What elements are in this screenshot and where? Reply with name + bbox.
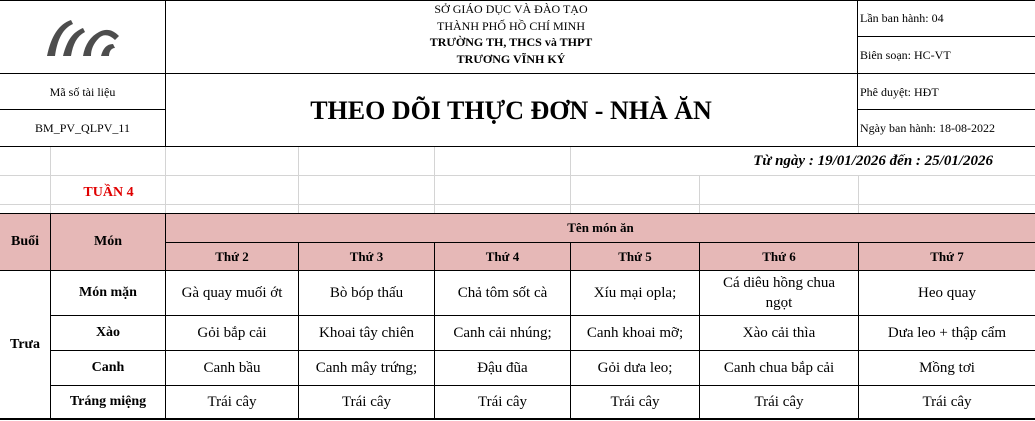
menu-cell: Xào cải thìa xyxy=(742,324,816,341)
day-header-tue: Thứ 3 xyxy=(349,248,384,264)
session-lunch: Trưa xyxy=(10,336,40,352)
day-header-wed: Thứ 4 xyxy=(485,248,520,264)
menu-cell: Gỏi bắp cải xyxy=(197,324,267,341)
menu-cell: Gà quay muối ớt xyxy=(181,284,283,301)
dish-type-main: Món mặn xyxy=(79,285,137,300)
menu-cell: Khoai tây chiên xyxy=(319,324,414,341)
gridline xyxy=(699,175,700,214)
menu-cell: Canh bầu xyxy=(203,359,261,376)
col-dish-header: Món xyxy=(94,234,122,249)
col-dish-names-header: Tên món ăn xyxy=(567,220,634,235)
border xyxy=(699,242,700,420)
menu-cell: Canh mây trứng; xyxy=(315,359,418,376)
border xyxy=(298,242,299,420)
border xyxy=(165,0,166,147)
border xyxy=(570,242,571,420)
org-line-4: TRƯƠNG VĨNH KÝ xyxy=(456,51,566,66)
border xyxy=(857,36,1035,37)
page-title: THEO DÕI THỰC ĐƠN - NHÀ ĂN xyxy=(310,95,712,125)
gridline xyxy=(434,147,435,214)
menu-cell: Trái cây xyxy=(341,393,392,410)
border xyxy=(50,315,1035,316)
border xyxy=(0,418,1035,420)
menu-cell: Đậu đũa xyxy=(477,359,528,376)
gridline xyxy=(298,147,299,214)
border xyxy=(434,242,435,420)
org-line-1: SỞ GIÁO DỤC VÀ ĐÀO TẠO xyxy=(434,2,588,16)
col-session-header: Buổi xyxy=(10,234,39,249)
week-label: TUẦN 4 xyxy=(83,185,134,200)
date-range: Từ ngày : 19/01/2026 đến : 25/01/2026 xyxy=(753,153,993,169)
gridline xyxy=(0,204,1035,205)
menu-cell: Canh khoai mỡ; xyxy=(586,324,684,341)
org-line-2: THÀNH PHỐ HỒ CHÍ MINH xyxy=(437,18,585,33)
day-header-thu: Thứ 5 xyxy=(618,248,652,264)
border xyxy=(0,0,1035,1)
meta-edition: Lần ban hành: 04 xyxy=(860,11,944,25)
border xyxy=(165,213,166,420)
menu-cell: Trái cây xyxy=(610,393,660,410)
border xyxy=(0,109,165,110)
dish-type-soup: Canh xyxy=(91,360,125,375)
day-header-fri: Thứ 6 xyxy=(762,248,796,264)
menu-cell: Trái cây xyxy=(207,393,257,410)
menu-cell: Bò bóp thấu xyxy=(329,284,404,301)
doc-code: BM_PV_QLPV_11 xyxy=(35,121,130,135)
menu-cell: Gỏi dưa leo; xyxy=(597,359,673,376)
border xyxy=(0,73,1035,74)
day-header-mon: Thứ 2 xyxy=(215,248,249,264)
org-line-3: TRƯỜNG TH, THCS và THPT xyxy=(429,35,593,49)
school-logo xyxy=(0,0,165,74)
dish-type-dessert: Tráng miệng xyxy=(69,394,147,409)
border xyxy=(0,146,1035,147)
gridline xyxy=(165,147,166,214)
border xyxy=(50,213,51,420)
border xyxy=(857,0,858,147)
dish-type-stirfry: Xào xyxy=(95,325,121,340)
border xyxy=(165,242,1035,243)
gridline xyxy=(570,147,571,214)
border xyxy=(0,270,1035,271)
gridline xyxy=(50,147,51,214)
doc-code-label: Mã số tài liệu xyxy=(49,84,116,99)
logo-icon xyxy=(43,16,123,58)
gridline xyxy=(858,175,859,214)
menu-cell: Trái cây xyxy=(477,393,528,410)
meta-author: Biên soạn: HC-VT xyxy=(860,48,951,62)
org-header xyxy=(166,0,856,74)
menu-cell: Canh cải nhúng; xyxy=(453,324,552,341)
menu-cell: Trái cây xyxy=(754,393,804,410)
meta-approved: Phê duyệt: HĐT xyxy=(860,84,939,99)
menu-cell: Mồng tơi xyxy=(919,359,975,376)
meta-issued: Ngày ban hành: 18-08-2022 xyxy=(860,121,995,135)
border xyxy=(857,109,1035,110)
menu-cell: Heo quay xyxy=(918,284,976,301)
border xyxy=(858,242,859,420)
menu-cell: Dưa leo + thập cẩm xyxy=(887,324,1007,341)
border xyxy=(50,350,1035,351)
day-header-sat: Thứ 7 xyxy=(930,248,964,264)
menu-cell: Canh chua bắp cải xyxy=(723,359,835,376)
menu-cell: Cá diêu hồng chua ngọt xyxy=(722,275,836,311)
border xyxy=(0,213,1035,214)
menu-cell: Trái cây xyxy=(922,393,972,410)
menu-cell: Chả tôm sốt cà xyxy=(457,284,548,301)
gridline xyxy=(0,175,1035,176)
menu-cell: Xíu mại opla; xyxy=(593,284,677,301)
border xyxy=(50,385,1035,386)
